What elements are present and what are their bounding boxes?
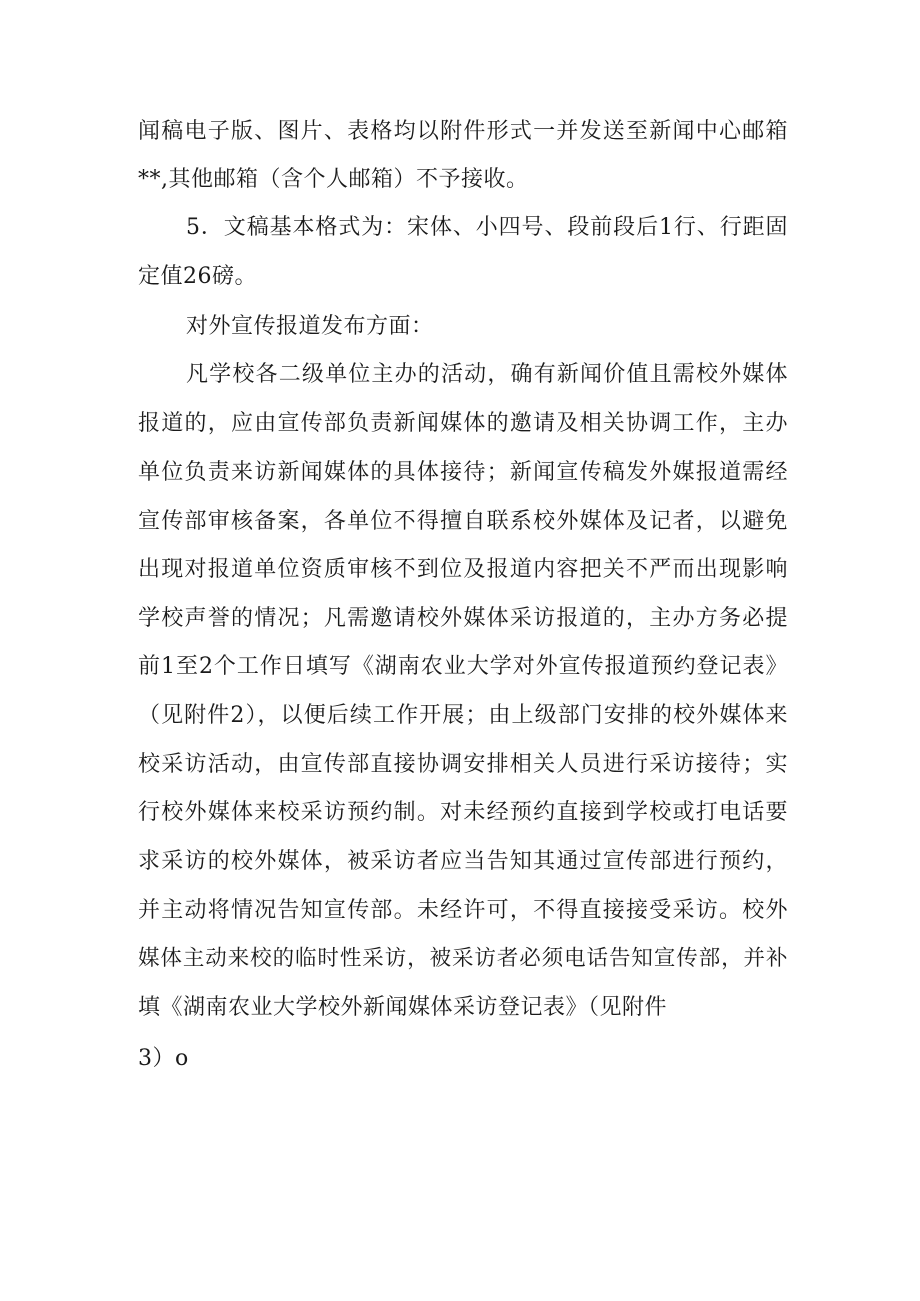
section-heading: 对外宣传报道发布方面：	[186, 314, 434, 339]
paragraph-line: 行校外媒体来校采访预约制。对未经预约直接到学校或打电话要	[138, 800, 788, 825]
paragraph-line: 定值26磅。	[138, 264, 257, 289]
paragraph-line: 5．文稿基本格式为：宋体、小四号、段前段后1行、行距固	[186, 215, 788, 240]
paragraph-line: 并主动将情况告知宣传部。未经许可，不得直接接受采访。校外	[138, 898, 788, 923]
paragraph-line: 报道的，应由宣传部负责新闻媒体的邀请及相关协调工作，主办	[138, 411, 788, 436]
paragraph-line: 3）o	[138, 1046, 189, 1071]
paragraph-line: 单位负责来访新闻媒体的具体接待；新闻宣传稿发外媒报道需经	[138, 460, 788, 485]
paragraph-line: 闻稿电子版、图片、表格均以附件形式一并发送至新闻中心邮箱	[138, 119, 788, 144]
paragraph-line: （见附件2），以便后续工作开展；由上级部门安排的校外媒体来	[138, 703, 788, 728]
paragraph-line: 出现对报道单位资质审核不到位及报道内容把关不严而出现影响	[138, 557, 788, 582]
paragraph-line: 媒体主动来校的临时性采访，被采访者必须电话告知宣传部，并补	[138, 946, 788, 971]
paragraph-line: 学校声誉的情况；凡需邀请校外媒体采访报道的，主办方务必提	[138, 606, 788, 631]
paragraph-line: 求采访的校外媒体，被采访者应当告知其通过宣传部进行预约，	[138, 849, 788, 874]
paragraph-line: 填《湖南农业大学校外新闻媒体采访登记表》（见附件	[138, 995, 668, 1020]
paragraph-line: 前1至2个工作日填写《湖南农业大学对外宣传报道预约登记表》	[138, 654, 788, 679]
paragraph-line: 凡学校各二级单位主办的活动，确有新闻价值且需校外媒体	[186, 362, 788, 387]
paragraph-line: **,其他邮箱（含个人邮箱）不予接收。	[138, 167, 529, 192]
paragraph-line: 校采访活动，由宣传部直接协调安排相关人员进行采访接待；实	[138, 752, 788, 777]
paragraph-line: 宣传部审核备案，各单位不得擅自联系校外媒体及记者，以避免	[138, 509, 788, 534]
